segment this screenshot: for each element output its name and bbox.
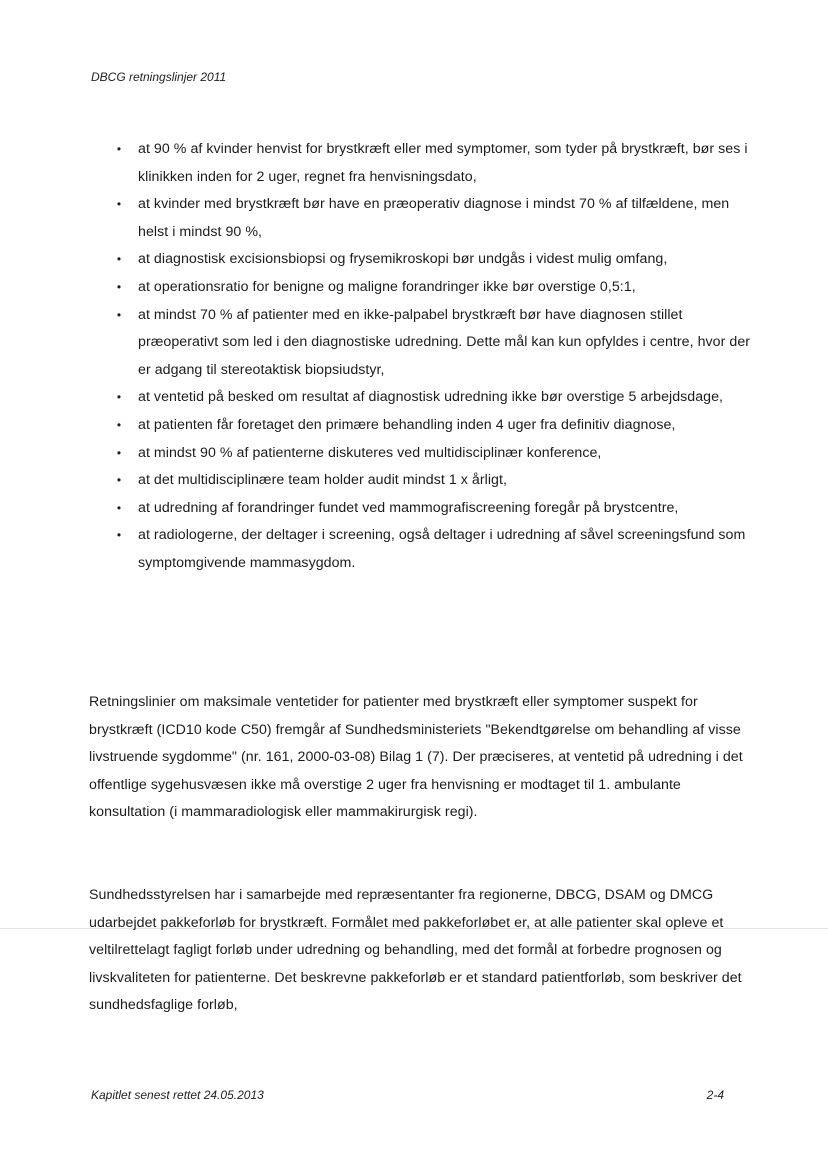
list-item-text: at ventetid på besked om resultat af diagnostisk udredning ikke bør overstige 5 arbejdsdage, [138,389,724,406]
list-item-text: at kvinder med brystkræft bør have en præoperativ diagnose i mindst 70 % af tilfældene, men helst i mindst 90 %, [138,196,730,240]
list-item-text: at mindst 90 % af patienterne diskuteres ved multidisciplinær konference, [138,444,602,461]
list-item-text: at det multidisciplinære team holder audit mindst 1 x årligt, [138,472,507,489]
list-item-text: at radiologerne, der deltager i screening, også deltager i udredning af såvel screeningsfund som symptomgivende mammasygdom. [138,527,746,571]
list-item [112,522,752,577]
page-number: 2-4 [706,1088,724,1102]
paragraph-care-package: Sundhedsstyrelsen har i samarbejde med repræsentanter fra regionerne, DBCG, DSAM og DMCG udarbejdet pakkeforløb for brystkræft. Formålet med pakkeforløbet er, at alle patienter skal opleve et veltilrettelagt fagligt forløb under udredning og behandling, med det formål at forbedre prognosen og livskvaliteten for patienterne. Det beskrevne pakkeforløb er et standard patientforløb, som beskriver det sundhedsfaglige forløb, [89,887,742,1014]
list-item [112,191,752,246]
bullet-icon: • [116,279,122,294]
bullet-icon: • [116,142,122,156]
list-item [112,274,752,302]
bullet-icon: • [116,307,122,322]
list-item-text: at diagnostisk excisionsbiopsi og frysemikroskopi bør undgås i videst mulig omfang, [138,251,668,268]
list-item [112,495,752,523]
paragraph-waiting-times: Retningslinier om maksimale ventetider for patienter med brystkræft eller symptomer suspekt for brystkræft (ICD10 kode C50) fremgår af Sundhedsministeriets "Bekendtgørelse om behandling af visse livstruende sygdomme" (nr. 161, 2000-03-08) Bilag 1 (7). Der præciseres, at ventetid på udredning i det offentlige sygehusvæsen ikke må overstige 2 uger fra henvisning er modtaget til 1. ambulante konsultation (i mammaradiologisk eller mammakirurgisk regi). [89,694,743,821]
bullet-icon: • [116,528,122,543]
footer-revision-date: Kapitlet senest rettet 24.05.2013 [91,1088,264,1102]
list-item-text: at patienten får foretaget den primære behandling inden 4 uger fra definitiv diagnose, [138,416,676,433]
requirements-list [112,136,752,578]
bullet-icon: • [116,445,122,460]
list-item-text: at operationsratio for benigne og maligne forandringer ikke bør overstige 0,5:1, [138,278,636,295]
bullet-icon: • [116,197,122,212]
list-item-text: at mindst 70 % af patienter med en ikke-palpabel brystkræft bør have diagnosen stillet præoperativt som led i den diagnostiske udredning. Dette mål kan kun opfyldes i centre, hvor der er adgang til stereotaktisk biopsiudstyr, [138,306,751,378]
list-item [112,467,752,495]
list-item [112,412,752,440]
running-header: DBCG retningslinjer 2011 [91,70,227,84]
list-item [112,440,752,468]
bullet-icon: • [116,473,122,488]
list-item [112,246,752,274]
bullet-icon: • [116,500,122,515]
list-item [112,302,752,385]
list-item-text: at 90 % af kvinder henvist for brystkræft eller med symptomer, som tyder på brystkræft, bør ses i klinikken inden for 2 uger, regnet fra henvisningsdato, [138,141,748,185]
list-item [112,136,752,191]
bullet-icon: • [116,390,122,405]
bullet-icon: • [116,252,122,267]
list-item [112,384,752,412]
bullet-icon: • [116,417,122,432]
list-item-text: at udredning af forandringer fundet ved mammografiscreening foregår på brystcentre, [138,499,679,516]
